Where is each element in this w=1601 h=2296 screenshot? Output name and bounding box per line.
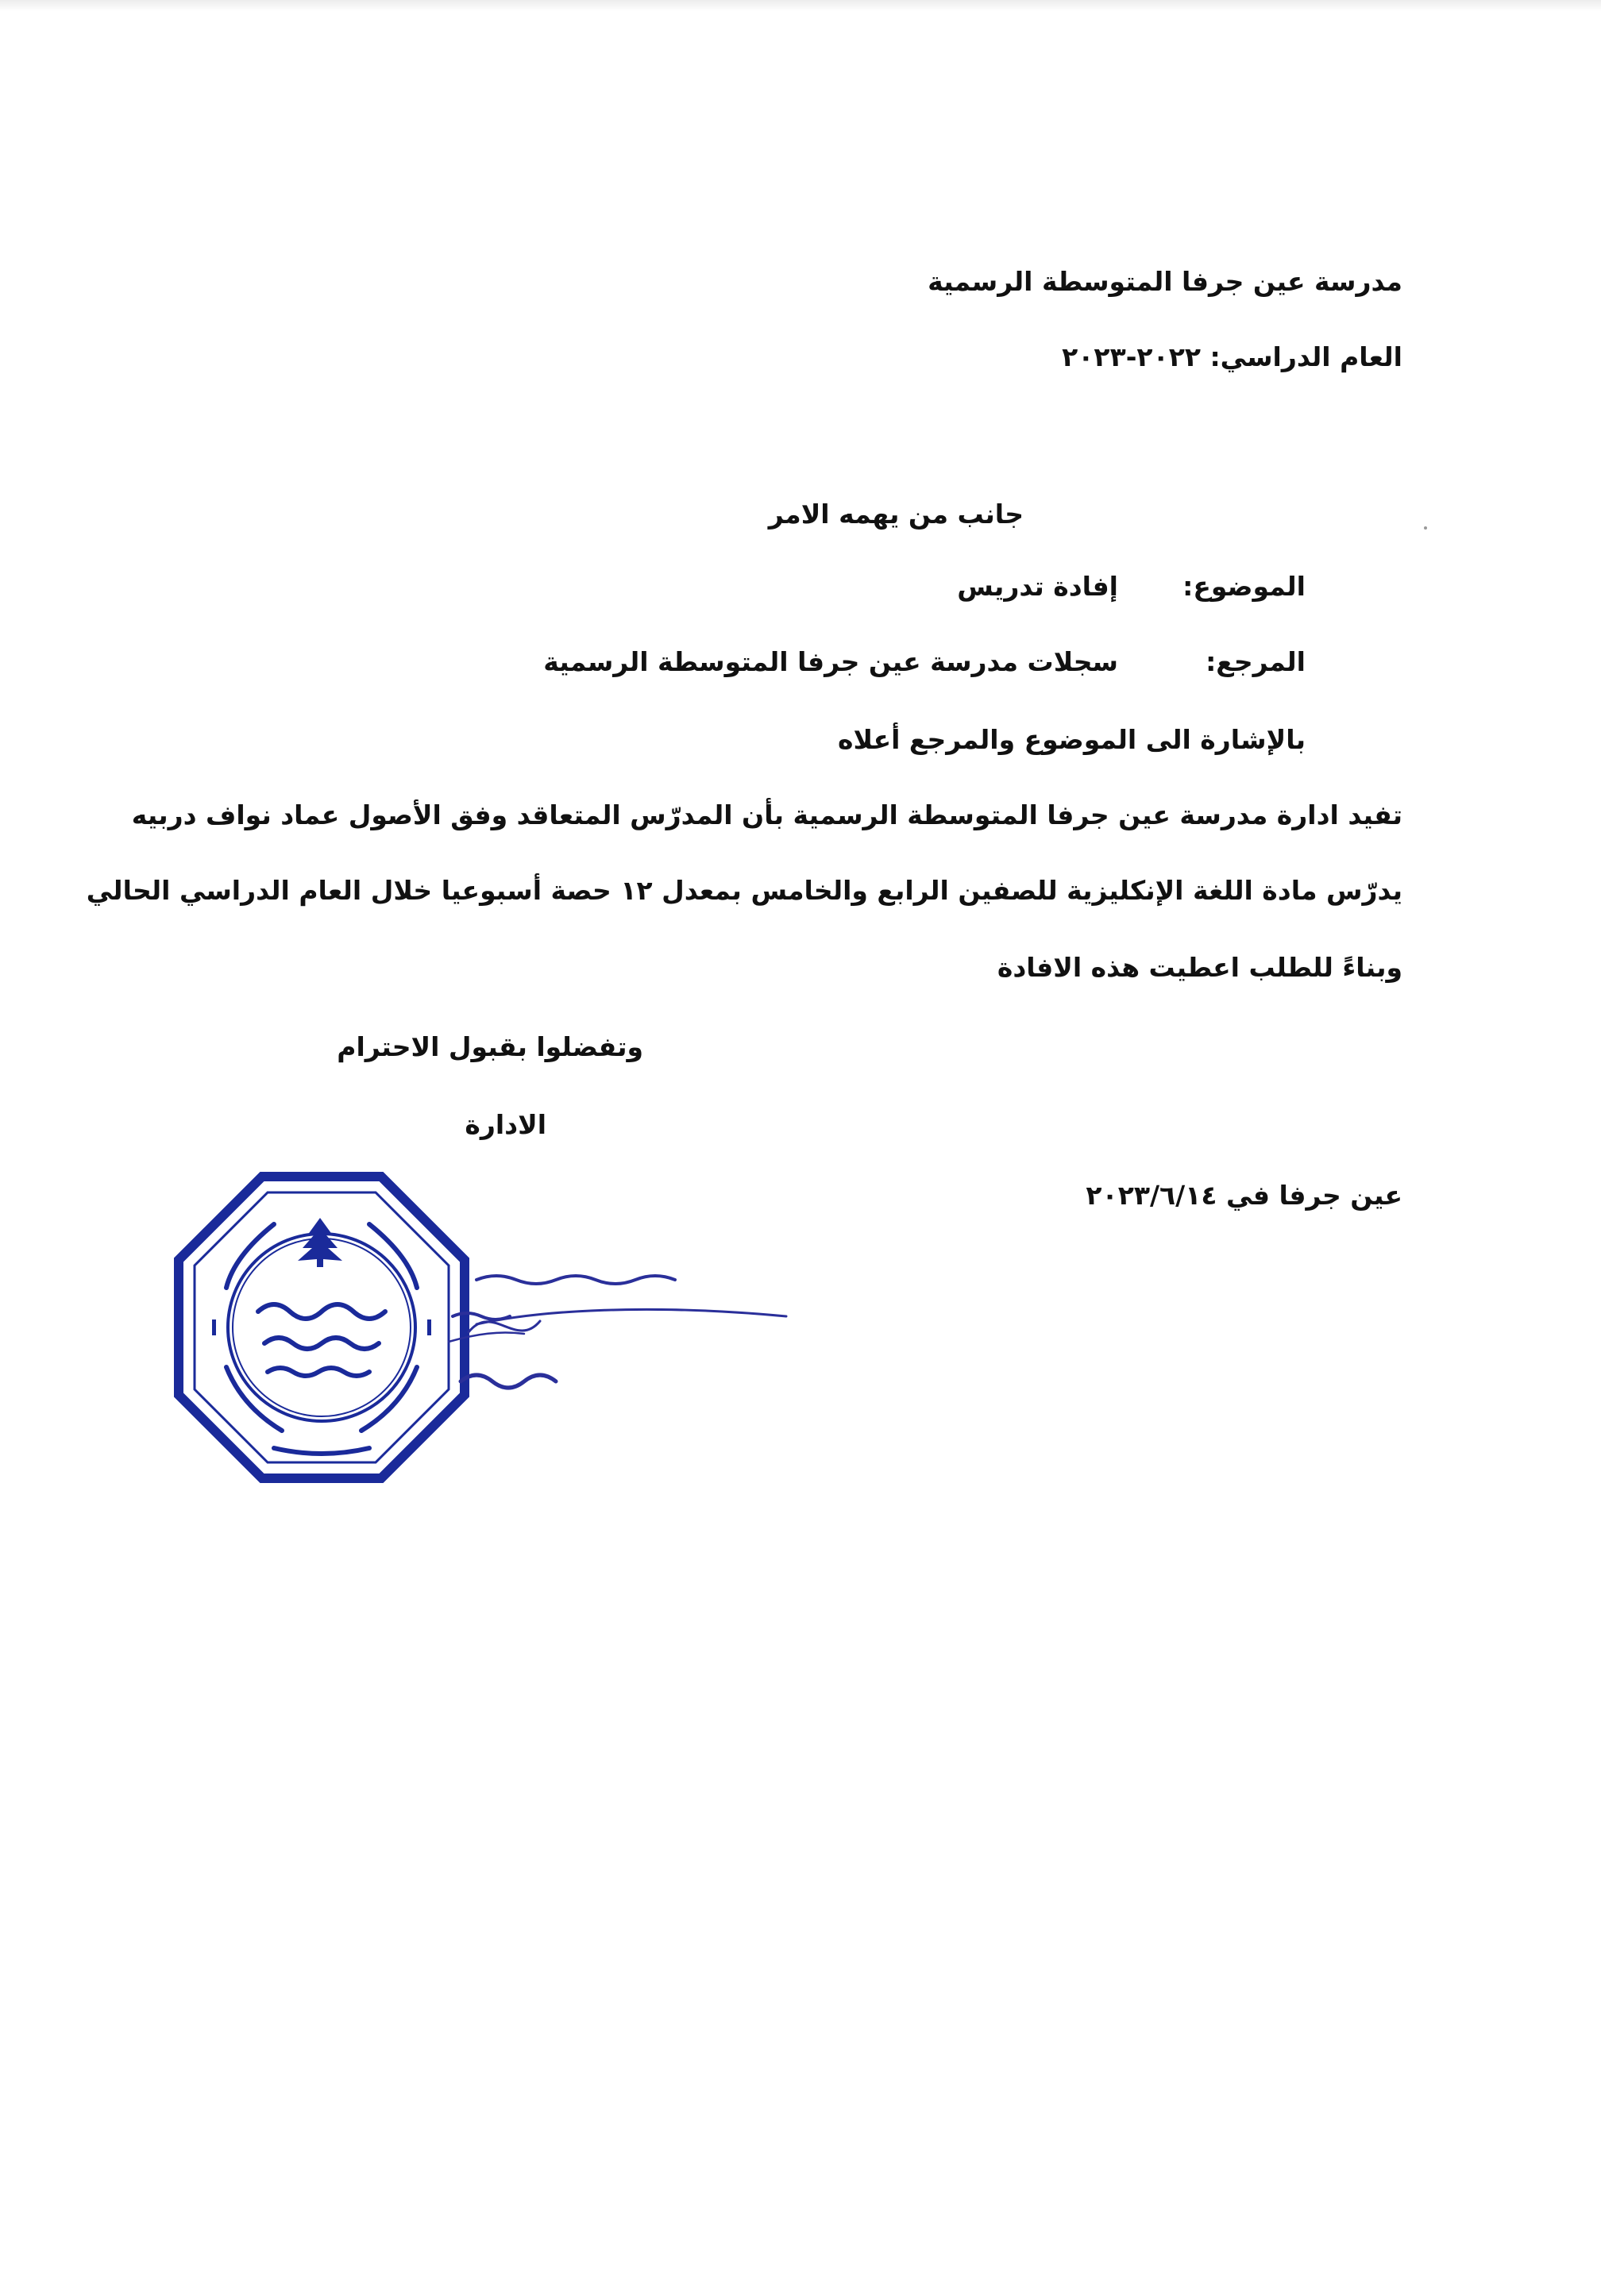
body-line-3: وبناءً للطلب اعطيت هذه الافادة <box>997 952 1402 983</box>
subject-label: الموضوع: <box>1182 571 1306 602</box>
official-stamp <box>171 1169 473 1486</box>
reference-sentence: بالإشارة الى الموضوع والمرجع أعلاه <box>838 724 1306 755</box>
scan-speck <box>1424 526 1427 530</box>
body-line-1: تفيد ادارة مدرسة عين جرفا المتوسطة الرسمية بأن المدرّس المتعاقد وفق الأصول عماد نواف دربيه <box>131 799 1402 830</box>
scan-edge <box>0 0 1601 11</box>
body-line-2: يدرّس مادة اللغة الإنكليزية للصفين الرابع والخامس بمعدل ١٢ حصة أسبوعيا خلال العام الدراسي الحالي <box>86 875 1402 906</box>
subject-value: إفادة تدريس <box>957 571 1118 602</box>
school-name: مدرسة عين جرفا المتوسطة الرسمية <box>928 266 1402 297</box>
principal-signature <box>445 1254 810 1405</box>
addressee: جانب من يهمه الامر <box>768 499 1024 530</box>
administration-label: الادارة <box>465 1109 546 1140</box>
reference-value: سجلات مدرسة عين جرفا المتوسطة الرسمية <box>543 646 1118 677</box>
cedar-icon <box>298 1218 342 1267</box>
academic-year: العام الدراسي: ٢٠٢٢-٢٠٢٣ <box>1062 341 1402 372</box>
date-line: عين جرفا في ٢٠٢٣/٦/١٤ <box>1086 1180 1402 1211</box>
closing-phrase: وتفضلوا بقبول الاحترام <box>337 1031 643 1062</box>
reference-label: المرجع: <box>1206 646 1306 677</box>
